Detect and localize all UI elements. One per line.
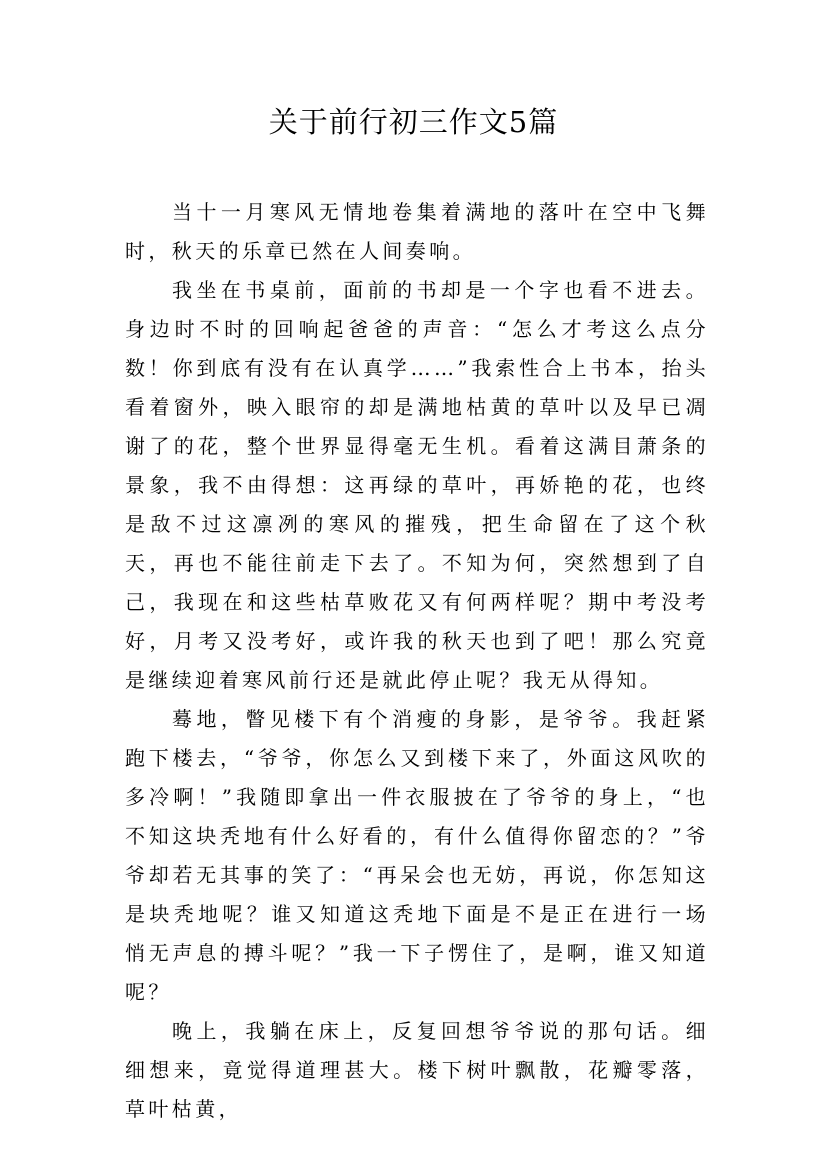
paragraph-2: 我坐在书桌前，面前的书却是一个字也看不进去。身边时不时的回响起爸爸的声音：“怎么才考这么点分数！你到底有没有在认真学……”我索性合上书本，抬头看着窗外，映入眼帘的却是满地枯黄的草叶以及早已凋谢了的花，整个世界显得毫无生机。看着这满目萧条的景象，我不由得想：这再绿的草叶，再娇艳的花，也终是敌不过这凛冽的寒风的摧残，把生命留在了这个秋天，再也不能往前走下去了。不知为何，突然想到了自己，我现在和这些枯草败花又有何两样呢？期中考没考好，月考又没考好，或许我的秋天也到了吧！那么究竟是继续迎着寒风前行还是就此停止呢？我无从得知。 — [125, 278, 709, 692]
paragraph-4: 晚上，我躺在床上，反复回想爷爷说的那句话。细细想来，竟觉得道理甚大。楼下树叶飘散，花瓣零落，草叶枯黄， — [125, 1019, 709, 1121]
paragraph-1: 当十一月寒风无情地卷集着满地的落叶在空中飞舞时，秋天的乐章已然在人间奏响。 — [125, 200, 709, 263]
document-body — [125, 193, 709, 1129]
document-title: 关于前行初三作文5篇 — [268, 105, 559, 139]
paragraph-3: 蓦地，瞥见楼下有个消瘦的身影，是爷爷。我赶紧跑下楼去，“爷爷，你怎么又到楼下来了，外面这风吹的多冷啊！”我随即拿出一件衣服披在了爷爷的身上，“也不知这块秃地有什么好看的，有什么值得你留恋的？”爷爷却若无其事的笑了：“再呆会也无妨，再说，你怎知这是块秃地呢？谁又知道这秃地下面是不是正在进行一场悄无声息的搏斗呢？”我一下子愣住了，是啊，谁又知道呢？ — [125, 707, 709, 1004]
